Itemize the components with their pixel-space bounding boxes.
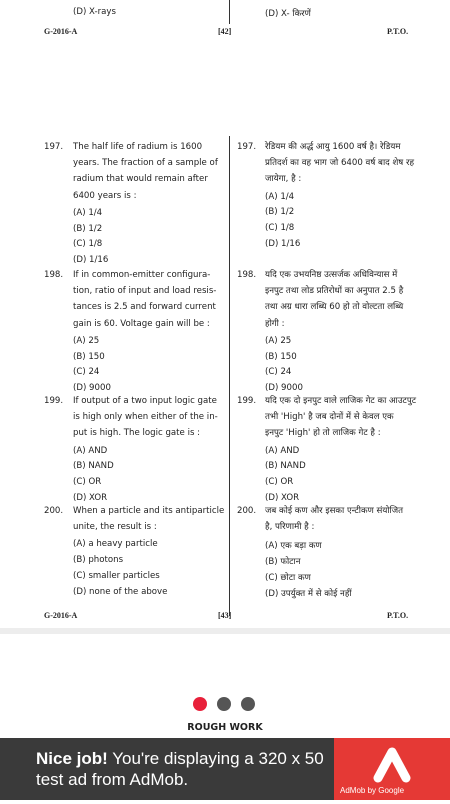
ad-byline: AdMob by Google [340, 786, 405, 795]
answer-option-c: (C) OR [73, 477, 102, 488]
answer-option-c: (C) 24 [73, 367, 100, 378]
question-text-line: 6400 years is : [73, 190, 137, 201]
pto-label: P.T.O. [387, 611, 409, 620]
answer-option-a: (A) 1/4 [265, 191, 295, 202]
column-divider [229, 136, 230, 616]
page-indicator-dot[interactable] [217, 697, 231, 711]
ad-headline: Nice job! [36, 749, 108, 768]
question-text-line: put is high. The logic gate is : [73, 428, 201, 439]
question-number: 200. [237, 506, 257, 516]
answer-option-b: (B) photons [73, 555, 124, 566]
answer-option-c: (C) 1/8 [73, 239, 103, 250]
question-text-line: tion, ratio of input and load resis- [73, 286, 217, 297]
answer-option-d: (D) 1/16 [265, 239, 301, 249]
answer-option-d: (D) 1/16 [73, 255, 109, 266]
question-text-line: तथा अग्र धारा लब्धि 60 हो तो वोल्टता लब्धि [265, 302, 404, 313]
answer-option-d: (D) XOR [73, 493, 108, 503]
answer-option-a: (A) a heavy particle [73, 539, 158, 550]
column-divider [229, 0, 230, 24]
page-number: [42] [218, 27, 232, 36]
question-text-line: है, परिणामी है : [265, 522, 315, 533]
answer-option-a: (A) 1/4 [73, 207, 103, 218]
question-number: 199. [237, 396, 257, 406]
question-text-line: unite, the result is : [73, 522, 157, 533]
answer-option-d: (D) उपर्युक्त में से कोई नहीं [265, 588, 352, 599]
question-text-line: If in common-emitter configura- [73, 270, 211, 280]
answer-option-a: (A) AND [73, 445, 108, 456]
answer-option-c: (C) OR [265, 477, 294, 488]
answer-option-b: (B) NAND [73, 461, 114, 472]
question-text-line: is high only when either of the in- [73, 412, 218, 423]
answer-option-a: (A) 25 [265, 335, 292, 346]
option-d-hi: (D) X- किरणें [265, 9, 311, 19]
answer-option-d: (D) 9000 [265, 383, 303, 394]
question-text-line: प्रतिदर्श का वह भाग जो 6400 वर्ष बाद शेष रह [265, 158, 415, 169]
question-number: 197. [237, 142, 257, 152]
question-text-line: जब कोई कण और इसका एन्टीकण संयोजित [265, 506, 404, 516]
answer-option-a: (A) एक बड़ा कण [265, 541, 322, 552]
ad-message[interactable] [36, 748, 336, 790]
question-text-line: years. The fraction of a sample of [73, 158, 218, 169]
question-number: 200. [44, 506, 64, 516]
answer-option-b: (B) 150 [265, 351, 297, 362]
question-text-line: When a particle and its antiparticle [73, 506, 225, 516]
question-text-line: तभी 'High' है जब दोनों में से केवल एक [265, 412, 394, 423]
answer-option-c: (C) छोटा कण [265, 573, 311, 583]
question-number: 198. [44, 270, 64, 280]
question-text-line: जायेगा, है : [265, 174, 302, 185]
option-d-en: (D) X-rays [73, 7, 116, 17]
answer-option-c: (C) 24 [265, 367, 292, 378]
answer-option-b: (B) फोटान [265, 557, 301, 568]
ad-body: You're displaying a 320 x 50 test ad from AdMob. [36, 749, 324, 789]
answer-option-a: (A) 25 [73, 335, 100, 346]
question-text-line: tances is 2.5 and forward current [73, 302, 216, 313]
answer-option-d: (D) 9000 [73, 383, 111, 394]
page-number: [43] [218, 611, 232, 620]
answer-option-b: (B) NAND [265, 461, 306, 472]
footer-code: G-2016-A [44, 27, 78, 36]
next-page-title: ROUGH WORK [187, 722, 263, 733]
answer-option-d: (D) XOR [265, 493, 300, 503]
question-number: 197. [44, 142, 64, 152]
question-text-line: इनपुट 'High' हो तो लाजिक गेट है : [265, 428, 381, 439]
question-number: 198. [237, 270, 257, 280]
page-indicator-dot[interactable] [193, 697, 207, 711]
question-text-line: यदि एक दो इनपुट वाले लाजिक गेट का आउटपुट [265, 396, 417, 406]
page-gap [0, 628, 450, 634]
pto-label: P.T.O. [387, 27, 409, 36]
footer-code: G-2016-A [44, 611, 78, 620]
answer-option-c: (C) smaller particles [73, 571, 160, 581]
question-page [0, 48, 450, 628]
answer-option-d: (D) none of the above [73, 586, 168, 597]
question-text-line: होगी : [265, 318, 285, 329]
answer-option-b: (B) 150 [73, 351, 105, 362]
question-text-line: रेडियम की अर्द्ध आयु 1600 वर्ष है। रेडियम [265, 142, 401, 152]
question-number: 199. [44, 396, 64, 406]
question-text-line: radium that would remain after [73, 174, 208, 185]
previous-page [0, 0, 450, 48]
page-indicator-dot[interactable] [241, 697, 255, 711]
question-text-line: The half life of radium is 1600 [73, 142, 203, 152]
answer-option-a: (A) AND [265, 445, 300, 456]
question-text-line: gain is 60. Voltage gain will be : [73, 318, 210, 329]
answer-option-b: (B) 1/2 [73, 223, 103, 234]
question-text-line: If output of a two input logic gate [73, 396, 217, 406]
question-text-line: यदि एक उभयनिष्ठ उत्सर्जक अधिविन्यास में [265, 270, 398, 280]
answer-option-c: (C) 1/8 [265, 223, 295, 234]
answer-option-b: (B) 1/2 [265, 207, 295, 218]
question-text-line: इनपुट तथा लोड प्रतिरोधों का अनुपात 2.5 है [265, 286, 404, 297]
